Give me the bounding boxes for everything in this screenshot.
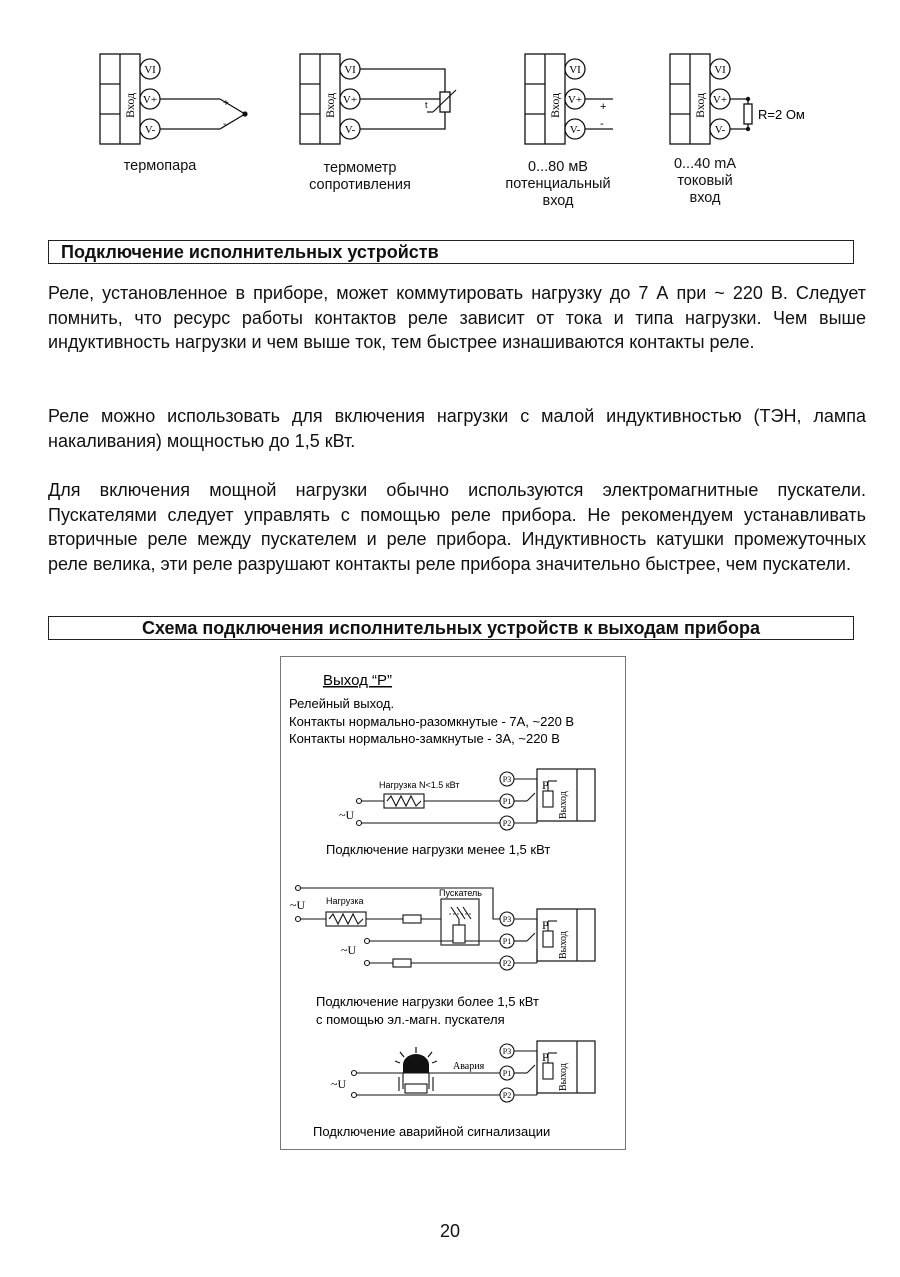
alarm-lamp-icon (395, 1047, 437, 1093)
supply-label: ~U (339, 808, 355, 822)
caption-alarm: Подключение аварийной сигнализации (313, 1124, 551, 1139)
plus-sign: + (600, 101, 607, 113)
terminal-vminus-label: V- (144, 124, 156, 136)
rtd-diagram (300, 54, 456, 144)
input-block-label: Вход (548, 92, 562, 118)
caption-starter-line2: с помощью эл.-магн. пускателя (316, 1012, 505, 1027)
minus-sign: - (223, 119, 227, 130)
caption-ma-line3: вход (689, 190, 721, 206)
terminal-vi-label: VI (144, 64, 156, 76)
terminal-vplus-label: V+ (712, 94, 728, 106)
supply-label: ~U (331, 1077, 347, 1091)
input-block-label: Вход (693, 92, 707, 118)
starter-label: Пускатель (439, 888, 482, 898)
section-heading-devices (48, 240, 854, 264)
terminal-vi-label: VI (714, 64, 726, 76)
terminal-vi-label: VI (344, 64, 356, 76)
resistor-label: R=2 Ом (758, 107, 805, 122)
section-heading-scheme-text: Схема подключения исполнительных устройств к выходам прибора (141, 618, 761, 638)
alarm-connection-diagram (331, 1041, 595, 1102)
output-block-label: Выход (558, 1063, 569, 1091)
terminal-p2-label: P2 (502, 1091, 512, 1100)
terminal-vplus-label: V+ (342, 94, 358, 106)
input-block-label: Вход (323, 92, 337, 118)
terminal-vplus-label: V+ (567, 94, 583, 106)
output-line3: Контакты нормально-замкнутые - 3А, ~220 В (289, 731, 560, 746)
input-diagrams (0, 40, 900, 160)
thermocouple-diagram (100, 54, 248, 144)
caption-rtd-line2: сопротивления (309, 177, 411, 193)
terminal-vminus-label: V- (344, 124, 356, 136)
page-number: 20 (439, 1221, 461, 1241)
plus-sign: + (223, 98, 229, 109)
terminal-p3-label: P3 (502, 1047, 512, 1056)
output-line1: Релейный выход. (289, 696, 395, 711)
output-block-label: Выход (558, 931, 569, 959)
caption-thermocouple (105, 158, 215, 175)
caption-mv-line1: 0...80 мВ (528, 159, 588, 175)
caption-ma-line1: 0...40 mA (673, 156, 737, 172)
terminal-p2-label: P2 (502, 959, 512, 968)
supply-label-top: ~U (290, 898, 306, 912)
alarm-label: Авария (453, 1061, 485, 1072)
output-scheme-frame (280, 656, 626, 1150)
supply-label-bottom: ~U (341, 943, 357, 957)
relay-label: P (542, 778, 549, 792)
load-connection-diagram (339, 769, 595, 830)
terminal-p3-label: P3 (502, 915, 512, 924)
output-title: Выход “Р” (323, 672, 393, 689)
caption-rtd (290, 160, 430, 194)
terminal-vminus-label: V- (569, 124, 581, 136)
paragraph-relay-capacity: Реле, установленное в приборе, может коммутировать нагрузку до 7 А при ~ 220 В. Следует помнить, что ресурс работы контактов реле зависит от тока и типа нагрузки. Чем выше индуктивность нагрузки и чем выше ток, тем быстрее изнашиваются контакты реле. (48, 283, 866, 352)
caption-mv (488, 159, 628, 210)
terminal-p1-label: P1 (502, 1069, 512, 1078)
input-block-label: Вход (123, 92, 137, 118)
terminal-vminus-label: V- (714, 124, 726, 136)
load-label-small: Нагрузка N<1.5 кВт (379, 780, 460, 790)
caption-starter-line1: Подключение нагрузки более 1,5 кВт (316, 994, 539, 1009)
output-block-label: Выход (558, 791, 569, 819)
temperature-symbol: t (425, 100, 428, 110)
mv-input-diagram (525, 54, 613, 144)
section-heading-scheme (48, 616, 854, 640)
caption-ma (650, 156, 760, 207)
output-line2: Контакты нормально-разомкнутые - 7А, ~220 В (289, 714, 575, 729)
ma-input-diagram (670, 54, 805, 144)
relay-label: P (542, 1050, 549, 1064)
caption-mv-line3: вход (542, 193, 574, 209)
terminal-p3-label: P3 (502, 775, 512, 784)
paragraph-low-inductance: Реле можно использовать для включения нагрузки с малой индуктивностью (ТЭН, лампа накаливания) мощностью до 1,5 кВт. (48, 406, 866, 451)
terminal-p1-label: P1 (502, 937, 512, 946)
caption-thermocouple-text: термопара (123, 158, 197, 174)
caption-ma-line2: токовый (677, 173, 733, 189)
section-heading-devices-text: Подключение исполнительных устройств (61, 242, 439, 262)
caption-load-small: Подключение нагрузки менее 1,5 кВт (326, 842, 551, 857)
minus-sign: - (600, 118, 604, 130)
terminal-vplus-label: V+ (142, 94, 158, 106)
terminal-p2-label: P2 (502, 819, 512, 828)
terminal-vi-label: VI (569, 64, 581, 76)
paragraph-starters: Для включения мощной нагрузки обычно используются электромагнитные пускатели. Пускателями следует управлять с помощью реле прибора. Не рекомендуем устанавливать вторичные реле между пускателем и реле прибора. Индуктивность катушки промежуточных реле велика, эти реле разрушают контакты реле прибора значительно быстрее, чем пускатели. (48, 480, 866, 574)
terminal-p1-label: P1 (502, 797, 512, 806)
caption-rtd-line1: термометр (323, 160, 397, 176)
caption-mv-line2: потенциальный (505, 176, 611, 192)
relay-label: P (542, 918, 549, 932)
output-scheme-svg (281, 657, 625, 1149)
starter-connection-diagram (290, 886, 595, 971)
load-label: Нагрузка (326, 896, 364, 906)
